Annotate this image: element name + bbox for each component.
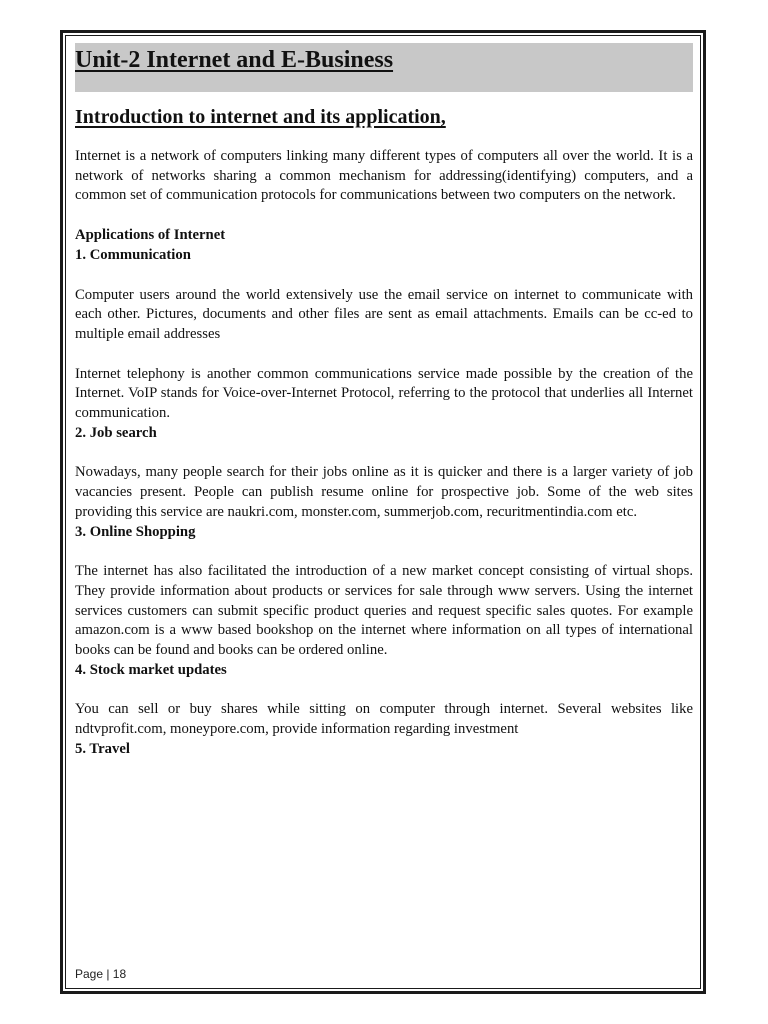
- online-shopping-paragraph: The internet has also facilitated the introduction of a new market concept consisting of virtual shops. They provide information about products or services for sale through www servers. Using the internet services customers can submit specific product queries and request specific sales quotes. For example amazon.com is a www based bookshop on the internet where information on all types of international books can be found and books can be ordered online.: [75, 563, 693, 659]
- item-title-job-search: 2. Job search: [75, 424, 157, 441]
- item-title-communication: 1. Communication: [75, 246, 191, 263]
- applications-heading-block: [75, 226, 693, 265]
- intro-paragraph: Internet is a network of computers linking many different types of computers all over the world. It is a network of networks sharing a common mechanism for addressing(identifying) computers, and a common set of communication protocols for communications between two computers on the network.: [75, 148, 693, 204]
- stock-market-paragraph: You can sell or buy shares while sitting on computer through internet. Several websites like ndtvprofit.com, moneypore.com, provide information regarding investment: [75, 701, 693, 738]
- applications-heading: Applications of Internet: [75, 227, 226, 244]
- item-title-travel: 5. Travel: [75, 740, 130, 757]
- unit-title: Unit-2 Internet and E-Business: [75, 47, 394, 73]
- communication-paragraph-voip: Internet telephony is another common communications service made possible by the creation of the Internet. VoIP stands for Voice-over-Internet Protocol, referring to the protocol that underlies all Internet communication.: [75, 365, 693, 422]
- item-title-online-shopping: 3. Online Shopping: [75, 523, 196, 540]
- item-title-stock-market: 4. Stock market updates: [75, 661, 227, 678]
- unit-title-bar: [75, 43, 693, 92]
- job-search-paragraph: Nowadays, many people search for their jobs online as it is quicker and there is a larger variety of job vacancies present. People can publish resume online for prospective job. Some of the web sites providing this service are naukri.com, monster.com, summerjob.com, recuritmentindia.com etc.: [75, 464, 693, 520]
- communication-paragraph-email: Computer users around the world extensively use the email service on internet to communicate with each other. Pictures, documents and other files are sent as email attachments. Emails can be cc-ed to multiple email addresses: [75, 286, 693, 342]
- page-number: Page | 18: [75, 967, 127, 981]
- page-content: [75, 43, 693, 760]
- section-title: Introduction to internet and its application,: [75, 106, 446, 128]
